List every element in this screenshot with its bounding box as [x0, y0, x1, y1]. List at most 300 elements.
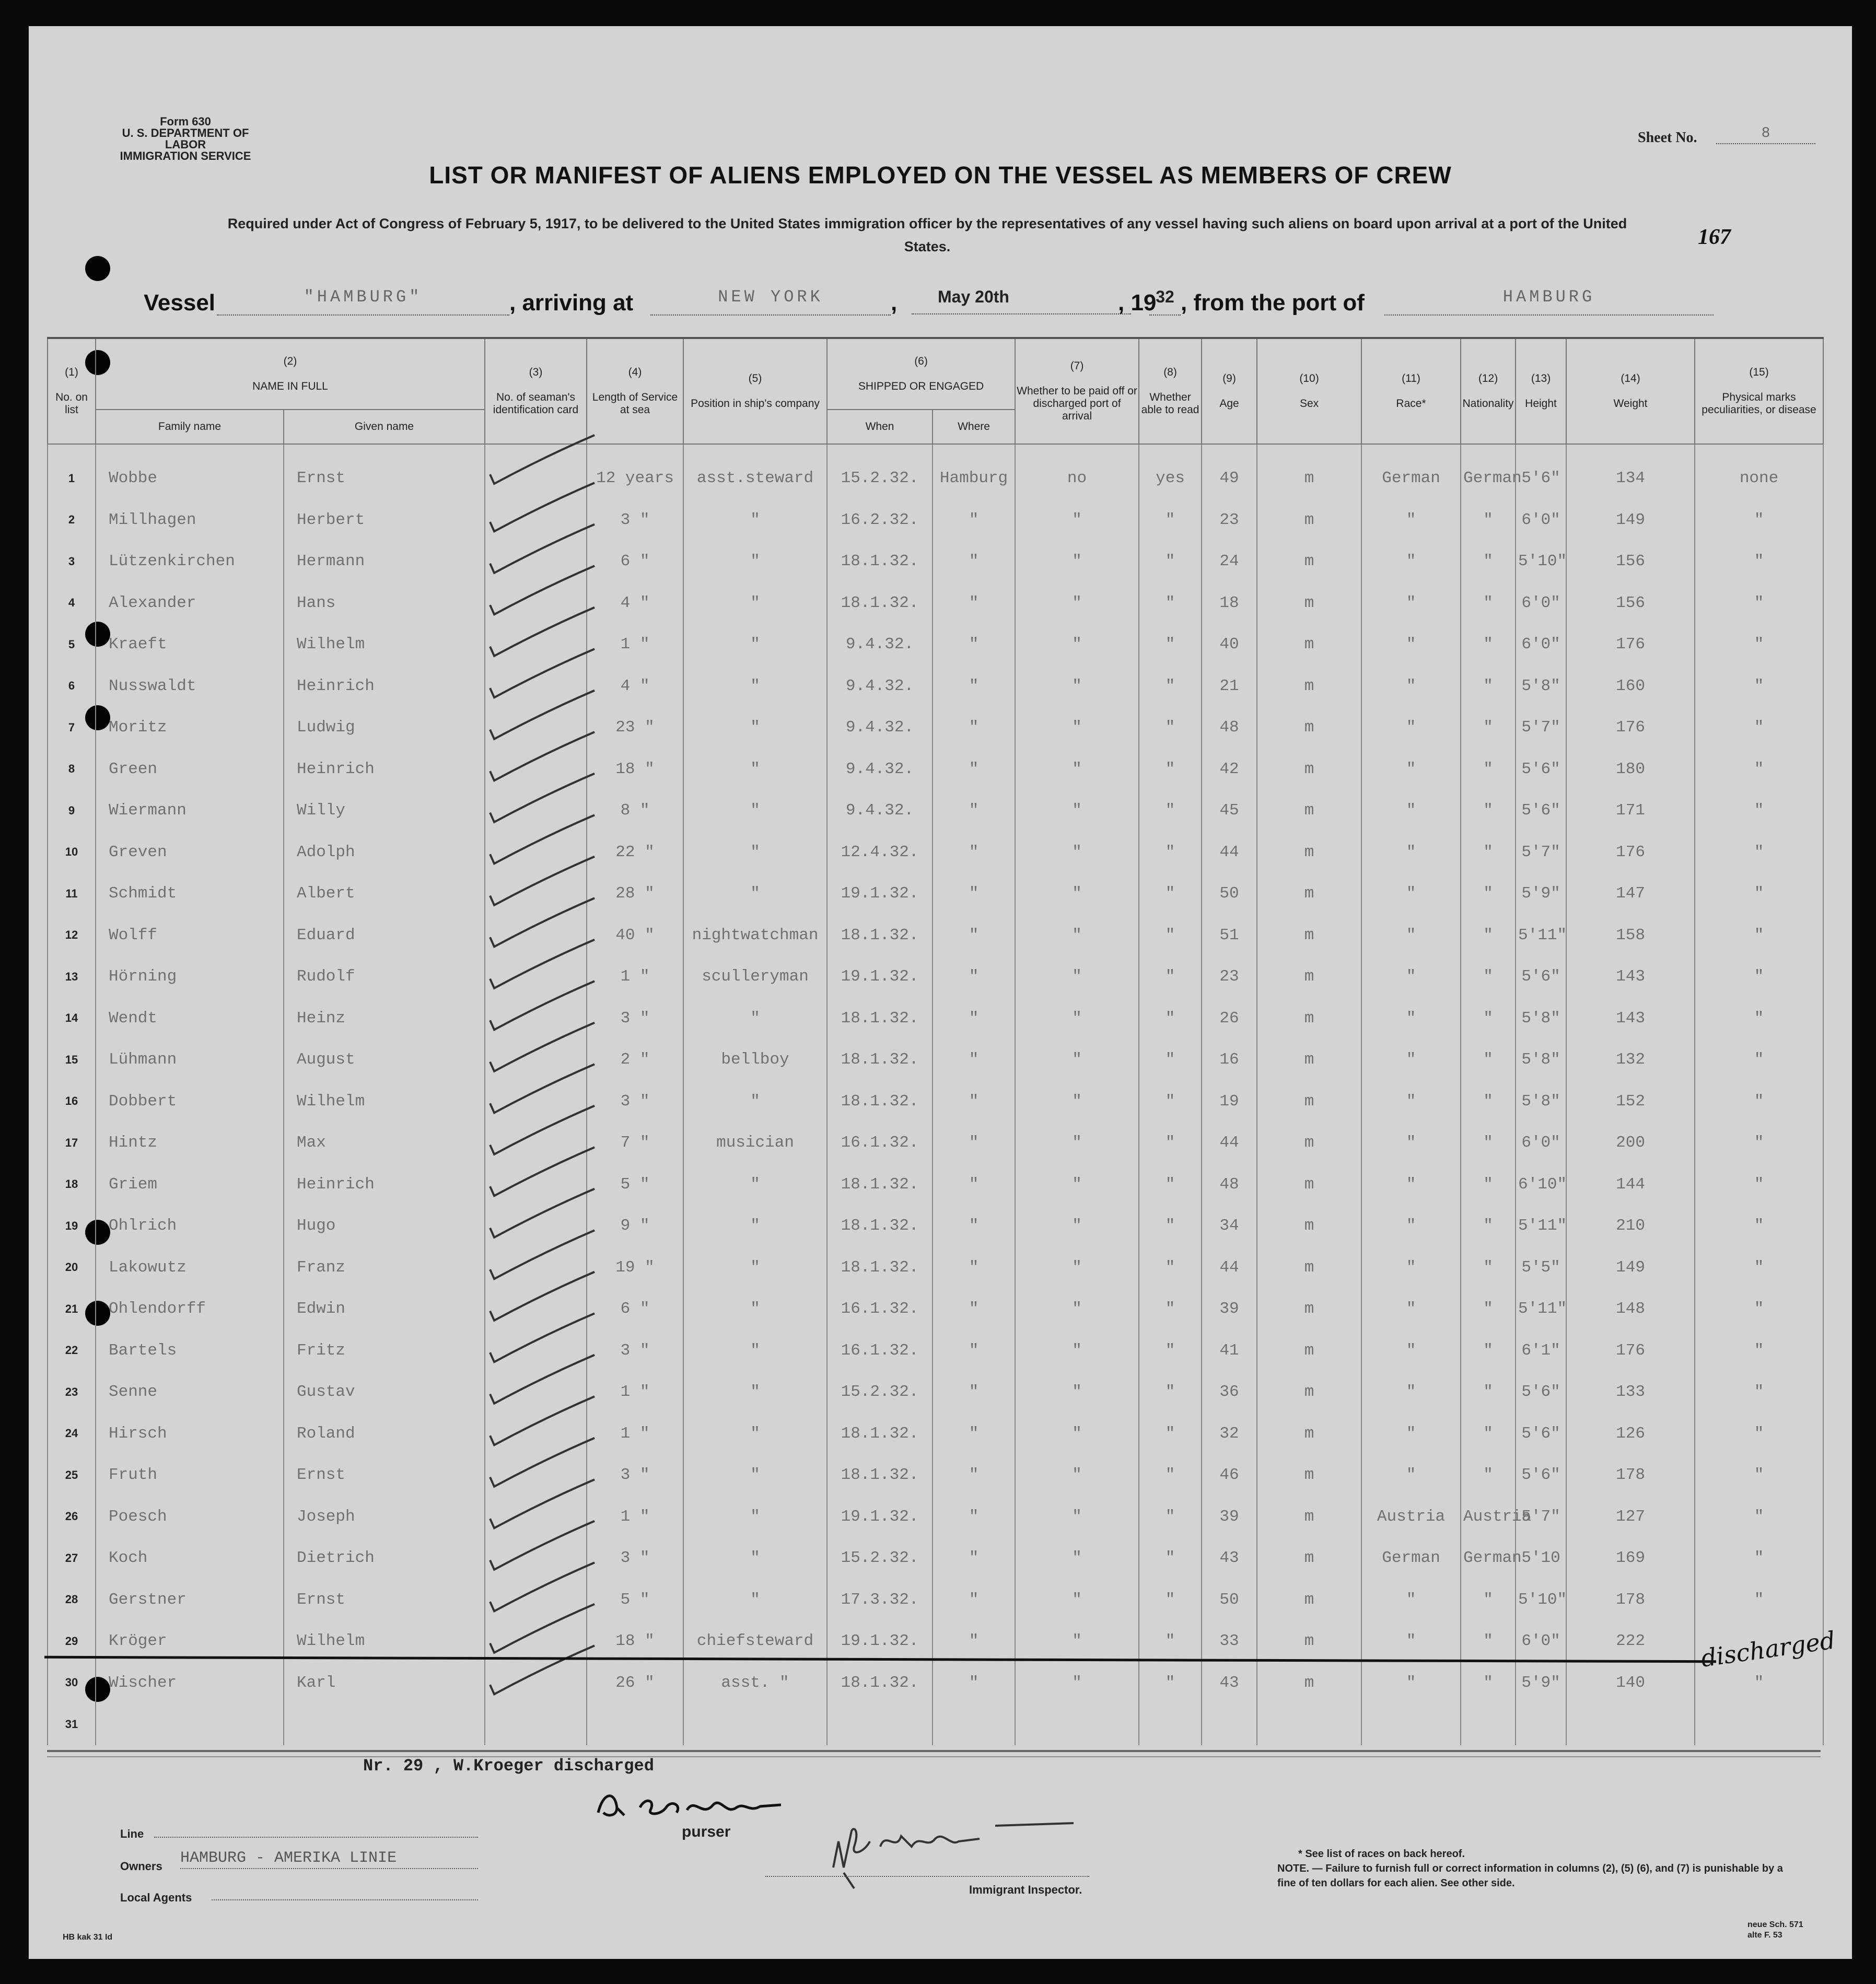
height-cell: 5'6"	[1516, 956, 1566, 998]
shipped-when-cell: 19.1.32.	[827, 1620, 933, 1662]
check-mark	[490, 732, 595, 780]
col-when-header: When	[827, 410, 933, 444]
col-label: Whether to be paid off or discharged port of arrival	[1017, 385, 1137, 422]
age-cell: 26	[1202, 998, 1257, 1040]
race-cell: "	[1361, 1164, 1461, 1206]
position-cell: bellboy	[683, 1039, 827, 1081]
page-subtitle: Required under Act of Congress of February 5, 1917, to be delivered to the United States immigration officer by the representatives of any vessel having such aliens on board upon arrival at a port of the United States.	[227, 216, 1627, 254]
shipped-where-cell: "	[933, 1330, 1015, 1372]
family-name-cell: Hirsch	[96, 1413, 284, 1455]
department: U. S. DEPARTMENT OF LABOR	[122, 126, 249, 151]
physical-marks-cell: "	[1695, 1537, 1823, 1579]
family-name-cell: Gerstner	[96, 1579, 284, 1621]
given-name-cell: Ludwig	[284, 707, 485, 749]
given-name-cell: Dietrich	[284, 1537, 485, 1579]
comma-separator: ,	[891, 290, 898, 316]
age-cell: 18	[1202, 582, 1257, 624]
age-cell: 50	[1202, 873, 1257, 915]
paid-off-cell: "	[1015, 582, 1139, 624]
shipped-when-cell: 18.1.32.	[827, 1247, 933, 1289]
nationality-cell: "	[1461, 624, 1516, 666]
height-cell: 5'8"	[1516, 1039, 1566, 1081]
weight-cell: 210	[1566, 1205, 1695, 1247]
able-to-read-cell: "	[1139, 1330, 1202, 1372]
sex-cell: m	[1257, 998, 1361, 1040]
row-number-cell: 19	[48, 1205, 96, 1247]
check-marks-layer	[29, 26, 1852, 1959]
paid-off-cell: "	[1015, 1413, 1139, 1455]
shipped-when-cell: 17.3.32.	[827, 1579, 933, 1621]
shipped-when-cell: 18.1.32.	[827, 1205, 933, 1247]
shipped-where-cell: "	[933, 1205, 1015, 1247]
shipped-where-cell: "	[933, 666, 1015, 707]
arrival-port: NEW YORK	[650, 287, 891, 316]
position-cell: asst.steward	[683, 444, 827, 499]
height-cell: 6'0"	[1516, 1122, 1566, 1164]
physical-marks-cell: "	[1695, 1413, 1823, 1455]
check-mark	[490, 1147, 595, 1196]
weight-cell: 132	[1566, 1039, 1695, 1081]
inspector-label: Immigrant Inspector.	[969, 1883, 1082, 1896]
manifest-sheet	[29, 26, 1852, 1959]
col-label: Height	[1525, 398, 1557, 410]
footer-note: Nr. 29 , W.Kroeger discharged	[363, 1756, 654, 1776]
sex-cell: m	[1257, 582, 1361, 624]
sex-cell: m	[1257, 499, 1361, 541]
weight-cell: 171	[1566, 790, 1695, 832]
shipped-where-cell: "	[933, 499, 1015, 541]
family-name-cell: Kröger	[96, 1620, 284, 1662]
age-cell: 48	[1202, 707, 1257, 749]
row-number-cell: 4	[48, 582, 96, 624]
able-to-read-cell: "	[1139, 1122, 1202, 1164]
physical-marks-cell: "	[1695, 1288, 1823, 1330]
shipped-where-cell: Hamburg	[933, 444, 1015, 499]
able-to-read-cell: "	[1139, 624, 1202, 666]
height-cell: 5'6"	[1516, 1371, 1566, 1413]
weight-cell: 127	[1566, 1496, 1695, 1538]
given-name-cell: Max	[284, 1122, 485, 1164]
row-number-cell: 10	[48, 832, 96, 873]
age-cell: 21	[1202, 666, 1257, 707]
row-number-cell: 7	[48, 707, 96, 749]
shipped-where-cell: "	[933, 582, 1015, 624]
given-name-cell: Joseph	[284, 1496, 485, 1538]
given-name-cell: Wilhelm	[284, 1081, 485, 1123]
col-num: (8)	[1163, 366, 1177, 378]
age-cell: 39	[1202, 1288, 1257, 1330]
family-name-cell: Ohlendorff	[96, 1288, 284, 1330]
age-cell: 40	[1202, 624, 1257, 666]
sex-cell: m	[1257, 444, 1361, 499]
height-cell: 5'6"	[1516, 1413, 1566, 1455]
nationality-cell: "	[1461, 1122, 1516, 1164]
family-name-cell: Wobbe	[96, 444, 284, 499]
col-label: No. on list	[55, 391, 88, 416]
paid-off-cell: "	[1015, 915, 1139, 956]
service-length-cell: 1 "	[587, 624, 683, 666]
schedule-line-2: alte F. 53	[1747, 1931, 1782, 1940]
race-cell: "	[1361, 749, 1461, 790]
service-length-cell: 3 "	[587, 998, 683, 1040]
able-to-read-cell: "	[1139, 1454, 1202, 1496]
able-to-read-cell: "	[1139, 541, 1202, 582]
weight-cell: 158	[1566, 915, 1695, 956]
purser-label: purser	[682, 1823, 731, 1840]
service-length-cell: 4 "	[587, 582, 683, 624]
check-mark	[490, 1645, 595, 1694]
shipped-where-cell: "	[933, 873, 1015, 915]
nationality-cell: Austria	[1461, 1496, 1516, 1538]
height-cell: 5'7"	[1516, 707, 1566, 749]
row-number-cell: 13	[48, 956, 96, 998]
check-mark	[490, 1189, 595, 1238]
weight-cell: 169	[1566, 1537, 1695, 1579]
shipped-when-cell: 9.4.32.	[827, 749, 933, 790]
given-name-cell: Hermann	[284, 541, 485, 582]
nationality-cell: "	[1461, 541, 1516, 582]
row-number-cell: 26	[48, 1496, 96, 1538]
given-name-cell: Hans	[284, 582, 485, 624]
nationality-cell: "	[1461, 1164, 1516, 1206]
sex-cell: m	[1257, 1164, 1361, 1206]
service-length-cell: 3 "	[587, 499, 683, 541]
col-num: (2)	[283, 355, 297, 367]
able-to-read-cell: "	[1139, 1620, 1202, 1662]
sex-cell: m	[1257, 1537, 1361, 1579]
service-length-cell: 18 "	[587, 749, 683, 790]
check-mark	[490, 1396, 595, 1445]
height-cell: 5'9"	[1516, 1662, 1566, 1704]
family-name-cell: Lützenkirchen	[96, 541, 284, 582]
nationality-cell: "	[1461, 749, 1516, 790]
weight-cell: 144	[1566, 1164, 1695, 1206]
service-length-cell: 22 "	[587, 832, 683, 873]
shipped-where-cell: "	[933, 624, 1015, 666]
nationality-cell: "	[1461, 1371, 1516, 1413]
check-mark	[490, 1023, 595, 1071]
row-number-cell: 22	[48, 1330, 96, 1372]
race-cell: "	[1361, 1039, 1461, 1081]
sex-cell: m	[1257, 790, 1361, 832]
sex-cell: m	[1257, 707, 1361, 749]
service-length-cell: 40 "	[587, 915, 683, 956]
age-cell: 44	[1202, 1247, 1257, 1289]
check-mark	[490, 691, 595, 739]
given-name-cell: Roland	[284, 1413, 485, 1455]
family-name-cell: Hörning	[96, 956, 284, 998]
physical-marks-cell: "	[1695, 998, 1823, 1040]
weight-cell: 134	[1566, 444, 1695, 499]
able-to-read-cell: "	[1139, 1662, 1202, 1704]
given-name-cell: Franz	[284, 1247, 485, 1289]
race-cell: "	[1361, 1330, 1461, 1372]
given-name-cell: Hugo	[284, 1205, 485, 1247]
position-cell: musician	[683, 1122, 827, 1164]
nationality-cell: "	[1461, 915, 1516, 956]
age-cell: 33	[1202, 1620, 1257, 1662]
col-label: Length of Service at sea	[592, 391, 678, 416]
height-cell: 5'11"	[1516, 915, 1566, 956]
weight-cell: 176	[1566, 832, 1695, 873]
row-number-cell: 8	[48, 749, 96, 790]
given-name-cell: Ernst	[284, 1454, 485, 1496]
paid-off-cell: "	[1015, 956, 1139, 998]
race-cell: "	[1361, 873, 1461, 915]
race-cell: German	[1361, 1537, 1461, 1579]
shipped-when-cell: 19.1.32.	[827, 873, 933, 915]
position-cell: "	[683, 1205, 827, 1247]
height-cell: 5'6"	[1516, 790, 1566, 832]
sex-cell: m	[1257, 749, 1361, 790]
shipped-where-cell: "	[933, 707, 1015, 749]
service-length-cell: 3 "	[587, 1537, 683, 1579]
paid-off-cell: "	[1015, 499, 1139, 541]
weight-cell: 200	[1566, 1122, 1695, 1164]
height-cell: 5'7"	[1516, 1496, 1566, 1538]
physical-marks-cell: "	[1695, 541, 1823, 582]
sex-cell: m	[1257, 1247, 1361, 1289]
service-length-cell: 28 "	[587, 873, 683, 915]
weight-cell: 147	[1566, 873, 1695, 915]
row-number-cell: 29	[48, 1620, 96, 1662]
position-cell: "	[683, 1330, 827, 1372]
family-name-cell: Kraeft	[96, 624, 284, 666]
weight-cell: 148	[1566, 1288, 1695, 1330]
sex-cell: m	[1257, 1288, 1361, 1330]
service-length-cell: 12 years	[587, 444, 683, 499]
vessel-label: Vessel	[144, 290, 216, 316]
col-where-header: Where	[933, 410, 1015, 444]
able-to-read-cell: "	[1139, 1039, 1202, 1081]
height-cell: 6'0"	[1516, 624, 1566, 666]
sex-cell: m	[1257, 1330, 1361, 1372]
col-num: (1)	[65, 366, 78, 378]
row-number-cell: 30	[48, 1662, 96, 1704]
sheet-no-label: Sheet No.	[1638, 130, 1697, 146]
shipped-where-cell: "	[933, 1537, 1015, 1579]
shipped-when-cell: 15.2.32.	[827, 1537, 933, 1579]
nationality-cell: "	[1461, 582, 1516, 624]
col-given-name-header: Given name	[284, 410, 485, 444]
col-label: Weight	[1613, 398, 1648, 410]
age-cell: 32	[1202, 1413, 1257, 1455]
paid-off-cell: "	[1015, 1496, 1139, 1538]
able-to-read-cell: "	[1139, 873, 1202, 915]
physical-marks-cell: "	[1695, 1247, 1823, 1289]
year-prefix: , 19	[1118, 290, 1157, 316]
notes	[1277, 1847, 1789, 1890]
position-cell: "	[683, 499, 827, 541]
check-mark	[490, 981, 595, 1030]
shipped-when-cell: 19.1.32.	[827, 956, 933, 998]
nationality-cell: German	[1461, 444, 1516, 499]
shipped-where-cell: "	[933, 1454, 1015, 1496]
sex-cell: m	[1257, 915, 1361, 956]
penalty-note: NOTE. — Failure to furnish full or correct information in columns (2), (5) (6), and (7) is punishable by a fine of ten dollars for each alien. See other side.	[1277, 1863, 1783, 1889]
row-number-cell: 16	[48, 1081, 96, 1123]
form-number: Form 630	[160, 115, 211, 128]
physical-marks-cell: "	[1695, 1039, 1823, 1081]
weight-cell: 180	[1566, 749, 1695, 790]
physical-marks-cell: "	[1695, 832, 1823, 873]
given-name-cell: Ernst	[284, 444, 485, 499]
age-cell: 48	[1202, 1164, 1257, 1206]
physical-marks-cell: "	[1695, 1579, 1823, 1621]
age-cell: 23	[1202, 956, 1257, 998]
race-cell: "	[1361, 1205, 1461, 1247]
row-number-cell: 11	[48, 873, 96, 915]
height-cell: 5'11"	[1516, 1205, 1566, 1247]
shipped-where-cell: "	[933, 1288, 1015, 1330]
table-bottom-rule-2	[47, 1756, 1821, 1757]
check-mark	[490, 1230, 595, 1279]
height-cell: 6'1"	[1516, 1330, 1566, 1372]
nationality-cell: "	[1461, 1205, 1516, 1247]
check-mark	[490, 1562, 595, 1611]
row-number-cell: 18	[48, 1164, 96, 1206]
shipped-where-cell: "	[933, 832, 1015, 873]
paid-off-cell: "	[1015, 1039, 1139, 1081]
able-to-read-cell: "	[1139, 666, 1202, 707]
able-to-read-cell: "	[1139, 1288, 1202, 1330]
physical-marks-cell: "	[1695, 790, 1823, 832]
schedule-line-1: neue Sch. 571	[1747, 1920, 1803, 1929]
col-num: (14)	[1621, 372, 1640, 384]
physical-marks-cell: "	[1695, 1122, 1823, 1164]
service-length-cell: 3 "	[587, 1330, 683, 1372]
row-number-cell: 15	[48, 1039, 96, 1081]
able-to-read-cell: "	[1139, 1371, 1202, 1413]
arriving-at-label: , arriving at	[509, 290, 634, 316]
age-cell: 44	[1202, 832, 1257, 873]
height-cell: 5'8"	[1516, 1081, 1566, 1123]
shipped-where-cell: "	[933, 1371, 1015, 1413]
family-name-cell: Ohlrich	[96, 1205, 284, 1247]
paid-off-cell: no	[1015, 444, 1139, 499]
nationality-cell: "	[1461, 707, 1516, 749]
sex-cell: m	[1257, 1081, 1361, 1123]
check-mark	[490, 649, 595, 697]
family-name-cell: Wolff	[96, 915, 284, 956]
shipped-when-cell: 18.1.32.	[827, 915, 933, 956]
weight-cell: 143	[1566, 956, 1695, 998]
able-to-read-cell: "	[1139, 956, 1202, 998]
position-cell: sculleryman	[683, 956, 827, 998]
family-name-cell: Griem	[96, 1164, 284, 1206]
sex-cell: m	[1257, 1122, 1361, 1164]
height-cell: 6'10"	[1516, 1164, 1566, 1206]
paid-off-cell: "	[1015, 541, 1139, 582]
position-cell: "	[683, 832, 827, 873]
race-cell: Austria	[1361, 1496, 1461, 1538]
nationality-cell: "	[1461, 1620, 1516, 1662]
col-label: Position in ship's company	[691, 398, 820, 410]
race-cell: "	[1361, 707, 1461, 749]
age-cell: 50	[1202, 1579, 1257, 1621]
paid-off-cell: "	[1015, 1164, 1139, 1206]
paid-off-cell: "	[1015, 1620, 1139, 1662]
able-to-read-cell: "	[1139, 1413, 1202, 1455]
physical-marks-cell: "	[1695, 1205, 1823, 1247]
service-length-cell: 8 "	[587, 790, 683, 832]
age-cell: 46	[1202, 1454, 1257, 1496]
service-length-cell: 7 "	[587, 1122, 683, 1164]
position-cell: "	[683, 666, 827, 707]
given-name-cell: Heinrich	[284, 749, 485, 790]
physical-marks-cell: "	[1695, 624, 1823, 666]
shipped-where-cell: "	[933, 749, 1015, 790]
race-cell: "	[1361, 998, 1461, 1040]
nationality-cell: "	[1461, 1662, 1516, 1704]
given-name-cell: Fritz	[284, 1330, 485, 1372]
position-cell: "	[683, 1413, 827, 1455]
given-name-cell: Edwin	[284, 1288, 485, 1330]
shipped-when-cell: 19.1.32.	[827, 1496, 933, 1538]
check-mark	[490, 435, 595, 484]
weight-cell: 133	[1566, 1371, 1695, 1413]
weight-cell: 149	[1566, 1247, 1695, 1289]
family-name-cell: Wiermann	[96, 790, 284, 832]
nationality-cell: "	[1461, 1579, 1516, 1621]
nationality-cell: "	[1461, 1039, 1516, 1081]
position-cell: "	[683, 541, 827, 582]
nationality-cell: "	[1461, 1288, 1516, 1330]
service-length-cell: 1 "	[587, 1371, 683, 1413]
nationality-cell: German	[1461, 1537, 1516, 1579]
sex-cell: m	[1257, 624, 1361, 666]
given-name-cell: Rudolf	[284, 956, 485, 998]
position-cell: "	[683, 790, 827, 832]
physical-marks-cell: "	[1695, 749, 1823, 790]
col-label: Sex	[1299, 398, 1319, 410]
height-cell: 5'6"	[1516, 444, 1566, 499]
line-field	[154, 1818, 478, 1838]
sex-cell: m	[1257, 1205, 1361, 1247]
nationality-cell: "	[1461, 832, 1516, 873]
shipped-when-cell: 9.4.32.	[827, 707, 933, 749]
age-cell: 41	[1202, 1330, 1257, 1372]
height-cell: 5'6"	[1516, 749, 1566, 790]
service-length-cell: 9 "	[587, 1205, 683, 1247]
height-cell: 6'0"	[1516, 1620, 1566, 1662]
col-num: (5)	[748, 372, 762, 384]
physical-marks-cell: "	[1695, 915, 1823, 956]
paid-off-cell: "	[1015, 1330, 1139, 1372]
check-mark	[490, 1604, 595, 1653]
given-name-cell: Herbert	[284, 499, 485, 541]
weight-cell: 140	[1566, 1662, 1695, 1704]
check-mark	[490, 1521, 595, 1570]
sex-cell: m	[1257, 956, 1361, 998]
age-cell: 36	[1202, 1371, 1257, 1413]
height-cell: 5'11"	[1516, 1288, 1566, 1330]
family-name-cell: Schmidt	[96, 873, 284, 915]
check-mark	[490, 1479, 595, 1528]
family-name-cell: Greven	[96, 832, 284, 873]
given-name-cell: Wilhelm	[284, 1620, 485, 1662]
weight-cell: 126	[1566, 1413, 1695, 1455]
able-to-read-cell: "	[1139, 1537, 1202, 1579]
physical-marks-cell: "	[1695, 1081, 1823, 1123]
paid-off-cell: "	[1015, 1371, 1139, 1413]
row-number-cell: 25	[48, 1454, 96, 1496]
weight-cell: 176	[1566, 1330, 1695, 1372]
shipped-where-cell: "	[933, 1122, 1015, 1164]
family-name-cell: Wischer	[96, 1662, 284, 1704]
given-name-cell: Karl	[284, 1662, 485, 1704]
nationality-cell: "	[1461, 499, 1516, 541]
